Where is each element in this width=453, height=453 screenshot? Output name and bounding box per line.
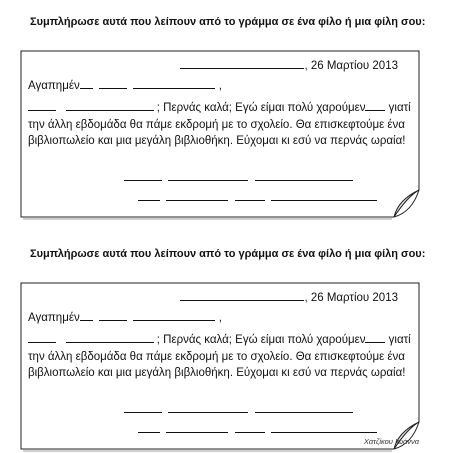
blank-article[interactable] xyxy=(99,78,127,89)
blank-sig-d[interactable] xyxy=(138,422,160,433)
blank-sig-g[interactable] xyxy=(271,422,377,433)
greeting-text: Αγαπημέν xyxy=(28,80,80,92)
date-line xyxy=(180,290,398,306)
instruction-text: Συμπλήρωσε αυτά που λείπουν από το γράμμα σε ένα φίλο ή μια φίλη σου: xyxy=(30,248,426,260)
letter-card xyxy=(20,50,420,218)
blank-article-2[interactable] xyxy=(28,332,56,343)
date-line xyxy=(180,58,398,74)
greeting-text: Αγαπημέν xyxy=(28,312,80,324)
greeting-comma: , xyxy=(218,312,222,324)
blank-sig-e[interactable] xyxy=(166,190,228,201)
blank-name[interactable] xyxy=(133,78,215,89)
blank-sig-c[interactable] xyxy=(255,402,353,413)
blank-sig-b[interactable] xyxy=(168,402,248,413)
instruction-text: Συμπλήρωσε αυτά που λείπουν από το γράμμα σε ένα φίλο ή μια φίλη σου: xyxy=(30,16,426,28)
blank-sig-b[interactable] xyxy=(168,170,248,181)
date-text: , 26 Μαρτίου 2013 xyxy=(304,60,398,72)
greeting-line xyxy=(28,310,222,326)
letter-body xyxy=(28,332,414,382)
blank-article[interactable] xyxy=(99,310,127,321)
blank-name[interactable] xyxy=(133,310,215,321)
body-text-1: ; Περνάς καλά; Εγώ είμαι πολύ χαρούμεν xyxy=(156,102,366,114)
body-text-1: ; Περνάς καλά; Εγώ είμαι πολύ χαρούμεν xyxy=(156,334,366,346)
blank-sig-f[interactable] xyxy=(235,190,265,201)
letter-card xyxy=(20,282,420,450)
blank-sig-f[interactable] xyxy=(235,422,265,433)
blank-sig-e[interactable] xyxy=(166,422,228,433)
blank-name-2[interactable] xyxy=(66,332,154,343)
body-text-2: γιατί την άλλη εβδομάδα θα πάμε εκδρομή με το σχολείο. Θα επισκεφτούμε ένα βιβλιοπωλείο και μια μεγάλη βιβλιοθήκη. Εύχομαι κι εσύ να περνάς ωραία! xyxy=(28,102,411,147)
blank-sig-d[interactable] xyxy=(138,190,160,201)
date-text: , 26 Μαρτίου 2013 xyxy=(304,292,398,304)
body-text-2: γιατί την άλλη εβδομάδα θα πάμε εκδρομή με το σχολείο. Θα επισκεφτούμε ένα βιβλιοπωλείο και μια μεγάλη βιβλιοθήκη. Εύχομαι κι εσύ να περνάς ωραία! xyxy=(28,334,411,379)
signature-line-1 xyxy=(124,170,353,186)
blank-place[interactable] xyxy=(180,58,304,69)
blank-name-2[interactable] xyxy=(66,100,154,111)
author-credit: Χατζίκου Ιωάννα xyxy=(363,437,419,446)
blank-place[interactable] xyxy=(180,290,304,301)
signature-line-2 xyxy=(138,422,377,438)
letter-body xyxy=(28,100,414,150)
blank-article-2[interactable] xyxy=(28,100,56,111)
blank-ending-2[interactable] xyxy=(365,332,385,343)
blank-sig-a[interactable] xyxy=(124,402,162,413)
blank-ending[interactable] xyxy=(80,310,93,321)
blank-ending-2[interactable] xyxy=(365,100,385,111)
blank-sig-c[interactable] xyxy=(255,170,353,181)
blank-sig-a[interactable] xyxy=(124,170,162,181)
blank-sig-g[interactable] xyxy=(271,190,377,201)
blank-ending[interactable] xyxy=(80,78,93,89)
greeting-line xyxy=(28,78,222,94)
signature-line-1 xyxy=(124,402,353,418)
greeting-comma: , xyxy=(218,80,222,92)
signature-line-2 xyxy=(138,190,377,206)
